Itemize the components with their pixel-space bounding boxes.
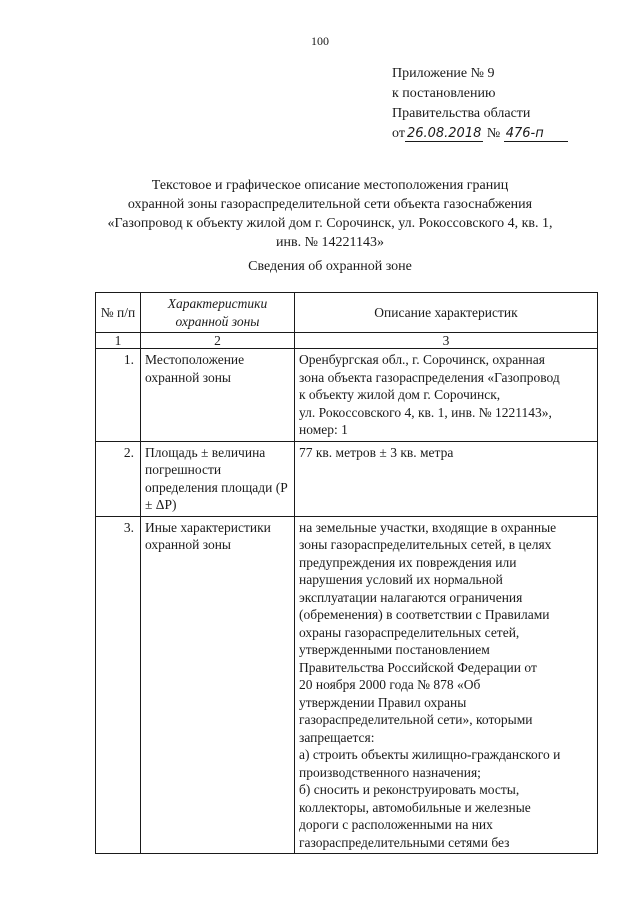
row-characteristic: Площадь ± величина погрешности определения площади (P ± ΔP)	[141, 441, 295, 516]
table-row	[96, 516, 598, 854]
description-line: к объекту жилой дом г. Сорочинск,	[299, 387, 501, 402]
row-characteristic: Иные характеристики охранной зоны	[141, 516, 295, 854]
document-title	[60, 176, 600, 252]
description-line: газораспределительной сети», которыми	[299, 712, 533, 727]
row-description	[295, 516, 598, 854]
appendix-line-1: Приложение № 9	[392, 66, 495, 81]
description-line: б) сносить и реконструировать мосты,	[299, 782, 520, 797]
table-header-row	[96, 293, 598, 333]
description-line: газораспределительными сетями без	[299, 834, 510, 850]
title-line-4: инв. № 14221143»	[276, 235, 384, 250]
column-number: 1	[96, 333, 141, 349]
description-line: нарушения условий их нормальной	[299, 572, 503, 587]
description-line: предупреждения их повреждения или	[299, 554, 517, 570]
number-prefix: №	[486, 126, 501, 141]
table-row	[96, 441, 598, 516]
title-line-1: Текстовое и графическое описание местоположения границ	[151, 178, 509, 193]
description-line: запрещается:	[299, 729, 375, 745]
header-characteristic: Характеристики охранной зоны	[141, 293, 295, 333]
description-line: утверждении Правил охраны	[299, 694, 467, 710]
description-line: Оренбургская обл., г. Сорочинск, охранная	[299, 352, 545, 367]
section-subtitle: Сведения об охранной зоне	[248, 259, 412, 274]
zone-info-table	[95, 292, 598, 854]
row-index: 3.	[96, 516, 141, 854]
description-line: производственного назначения;	[299, 764, 481, 780]
description-line: утвержденными постановлением	[299, 642, 490, 657]
column-number-row	[96, 333, 598, 349]
handwritten-number: 476-п	[504, 127, 568, 142]
description-line: 20 ноября 2000 года № 878 «Об	[299, 677, 481, 692]
description-line: 77 кв. метров ± 3 кв. метра	[299, 444, 454, 460]
appendix-date-line	[392, 124, 568, 144]
title-line-2: охранной зоны газораспределительной сети объекта газоснабжения	[127, 197, 533, 212]
appendix-block	[392, 64, 568, 144]
date-prefix: от	[392, 126, 405, 141]
description-line: охраны газораспределительных сетей,	[299, 624, 520, 640]
description-line: зона объекта газораспределения «Газопровод	[299, 369, 560, 385]
row-index: 2.	[96, 441, 141, 516]
description-line: на земельные участки, входящие в охранные	[299, 519, 557, 535]
column-number: 2	[141, 333, 295, 349]
description-line: зоны газораспределительных сетей, в целях	[299, 537, 552, 552]
column-number: 3	[295, 333, 598, 349]
appendix-line-3: Правительства области	[392, 106, 531, 121]
row-description	[295, 441, 598, 516]
row-description	[295, 349, 598, 442]
description-line: ул. Рокоссовского 4, кв. 1, инв. № 1221143»,	[299, 404, 552, 420]
title-line-3: «Газопровод к объекту жилой дом г. Сорочинск, ул. Рокоссовского 4, кв. 1,	[107, 216, 553, 231]
description-line: Правительства Российской Федерации от	[299, 659, 537, 675]
description-line: номер: 1	[299, 422, 348, 437]
description-line: коллекторы, автомобильные и железные	[299, 799, 531, 815]
handwritten-date: 26.08.2018	[406, 126, 482, 141]
description-line: а) строить объекты жилищно-гражданского и	[299, 747, 561, 762]
header-description: Описание характеристик	[295, 293, 598, 333]
description-line: (обременения) в соответствии с Правилами	[299, 607, 550, 622]
description-line: дороги с расположенными на них	[299, 817, 493, 832]
header-index: № п/п	[96, 293, 141, 333]
description-line: эксплуатации налагаются ограничения	[299, 589, 523, 605]
appendix-line-2: к постановлению	[392, 86, 496, 101]
table-row	[96, 349, 598, 442]
page-number: 100	[311, 34, 329, 48]
row-characteristic: Местоположение охранной зоны	[141, 349, 295, 442]
row-index: 1.	[96, 349, 141, 442]
